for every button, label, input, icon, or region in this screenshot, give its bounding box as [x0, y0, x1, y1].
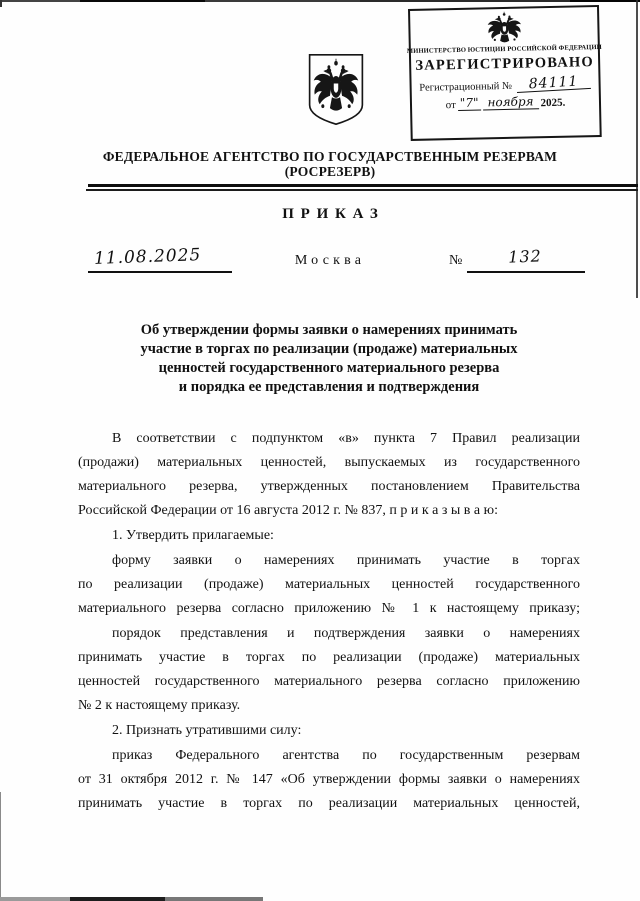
body-line: ценностей государственного материального резерва согласно приложению [78, 674, 580, 689]
body-line: от 31 октября 2012 г. № 147 «Об утверждении формы заявки о намерениях [78, 772, 580, 787]
body-line: материального резерва согласно приложению № 1 к настоящему приказу; [78, 601, 580, 616]
scan-artifact-left-bottom [0, 792, 1, 901]
body-line: по реализации (продаже) материальных ценностей государственного [78, 577, 580, 592]
body-paragraph [78, 549, 580, 621]
order-date-handwritten: 11.08.2025 [93, 245, 202, 269]
body-line: приказ Федерального агентства по государственным резервам [112, 748, 580, 763]
body-line: материального резерва, утвержденных постановлением Правительства [78, 479, 580, 494]
registration-number-label: Регистрационный № [419, 80, 513, 94]
agency-name: ФЕДЕРАЛЬНОЕ АГЕНТСТВО ПО ГОСУДАРСТВЕННЫМ РЕЗЕРВАМ [102, 149, 558, 164]
order-number-handwritten: 132 [507, 246, 543, 267]
body-line: Российской Федерации от 16 августа 2012 г. № 837, п р и к а з ы в а ю: [78, 503, 498, 518]
order-title-line: Об утверждении формы заявки о намерениях принимать [140, 322, 518, 338]
order-number-underline [467, 271, 585, 273]
scan-artifact-bottom-edge [0, 897, 263, 901]
city-label: Москва [294, 253, 366, 268]
body-paragraph [78, 719, 580, 743]
body-line: принимать участие в торгах по реализации материальных ценностей, [78, 796, 580, 811]
body-line: форму заявки о намерениях принимать участие в торгах [112, 553, 580, 568]
scan-artifact-top-edge [0, 0, 640, 2]
number-sign: № [449, 253, 463, 268]
order-title-line: ценностей государственного материального резерва [158, 360, 500, 376]
order-date-underline [88, 271, 232, 273]
coat-of-arms-shield-icon [306, 52, 366, 127]
body-paragraph [78, 622, 580, 718]
registration-day-handwritten: "7" [458, 97, 481, 111]
body-line: 2. Признать утратившими силу: [112, 723, 302, 738]
ministry-of-justice-label: МИНИСТЕРСТВО ЮСТИЦИИ РОССИЙСКОЙ ФЕДЕРАЦИИ [406, 43, 602, 56]
registration-number-row [419, 75, 591, 94]
registered-label: ЗАРЕГИСТРИРОВАНО [415, 54, 595, 74]
stamp-double-headed-eagle-icon [485, 11, 524, 46]
body-line: порядок представления и подтверждения заявки о намерениях [112, 626, 580, 641]
order-title-line: участие в торгах по реализации (продаже) материальных [140, 341, 518, 357]
letterhead-rule-thick [88, 184, 638, 187]
order-title-line: и порядка ее представления и подтверждения [178, 379, 480, 395]
registration-month-handwritten: ноября [482, 95, 538, 110]
document-type-title: ПРИКАЗ [282, 206, 385, 222]
letterhead-rule-thin [86, 189, 638, 191]
scan-artifact-right-edge [636, 0, 638, 298]
body-paragraph [78, 524, 580, 548]
order-body [78, 427, 580, 817]
registration-stamp [408, 5, 602, 141]
body-line: принимать участие в торгах по реализации (продаже) материальных [78, 650, 580, 665]
body-paragraph [78, 744, 580, 816]
agency-name-block [70, 149, 590, 179]
body-line: 1. Утвердить прилагаемые: [112, 528, 274, 543]
body-paragraph [78, 427, 580, 523]
registration-date-row [446, 95, 566, 112]
agency-short-name: (РОСРЕЗЕРВ) [284, 164, 376, 179]
registration-date-from-label: от [445, 99, 457, 112]
body-line: № 2 к настоящему приказу. [78, 698, 241, 713]
order-title [78, 321, 580, 397]
scan-artifact-left-top [0, 0, 2, 7]
body-line: (продажи) материальных ценностей, выпускаемых из государственного [78, 455, 580, 470]
registration-year: 2025. [540, 96, 566, 110]
registration-number-handwritten: 84111 [517, 74, 592, 93]
body-line: В соответствии с подпунктом «в» пункта 7 Правил реализации [112, 431, 580, 446]
